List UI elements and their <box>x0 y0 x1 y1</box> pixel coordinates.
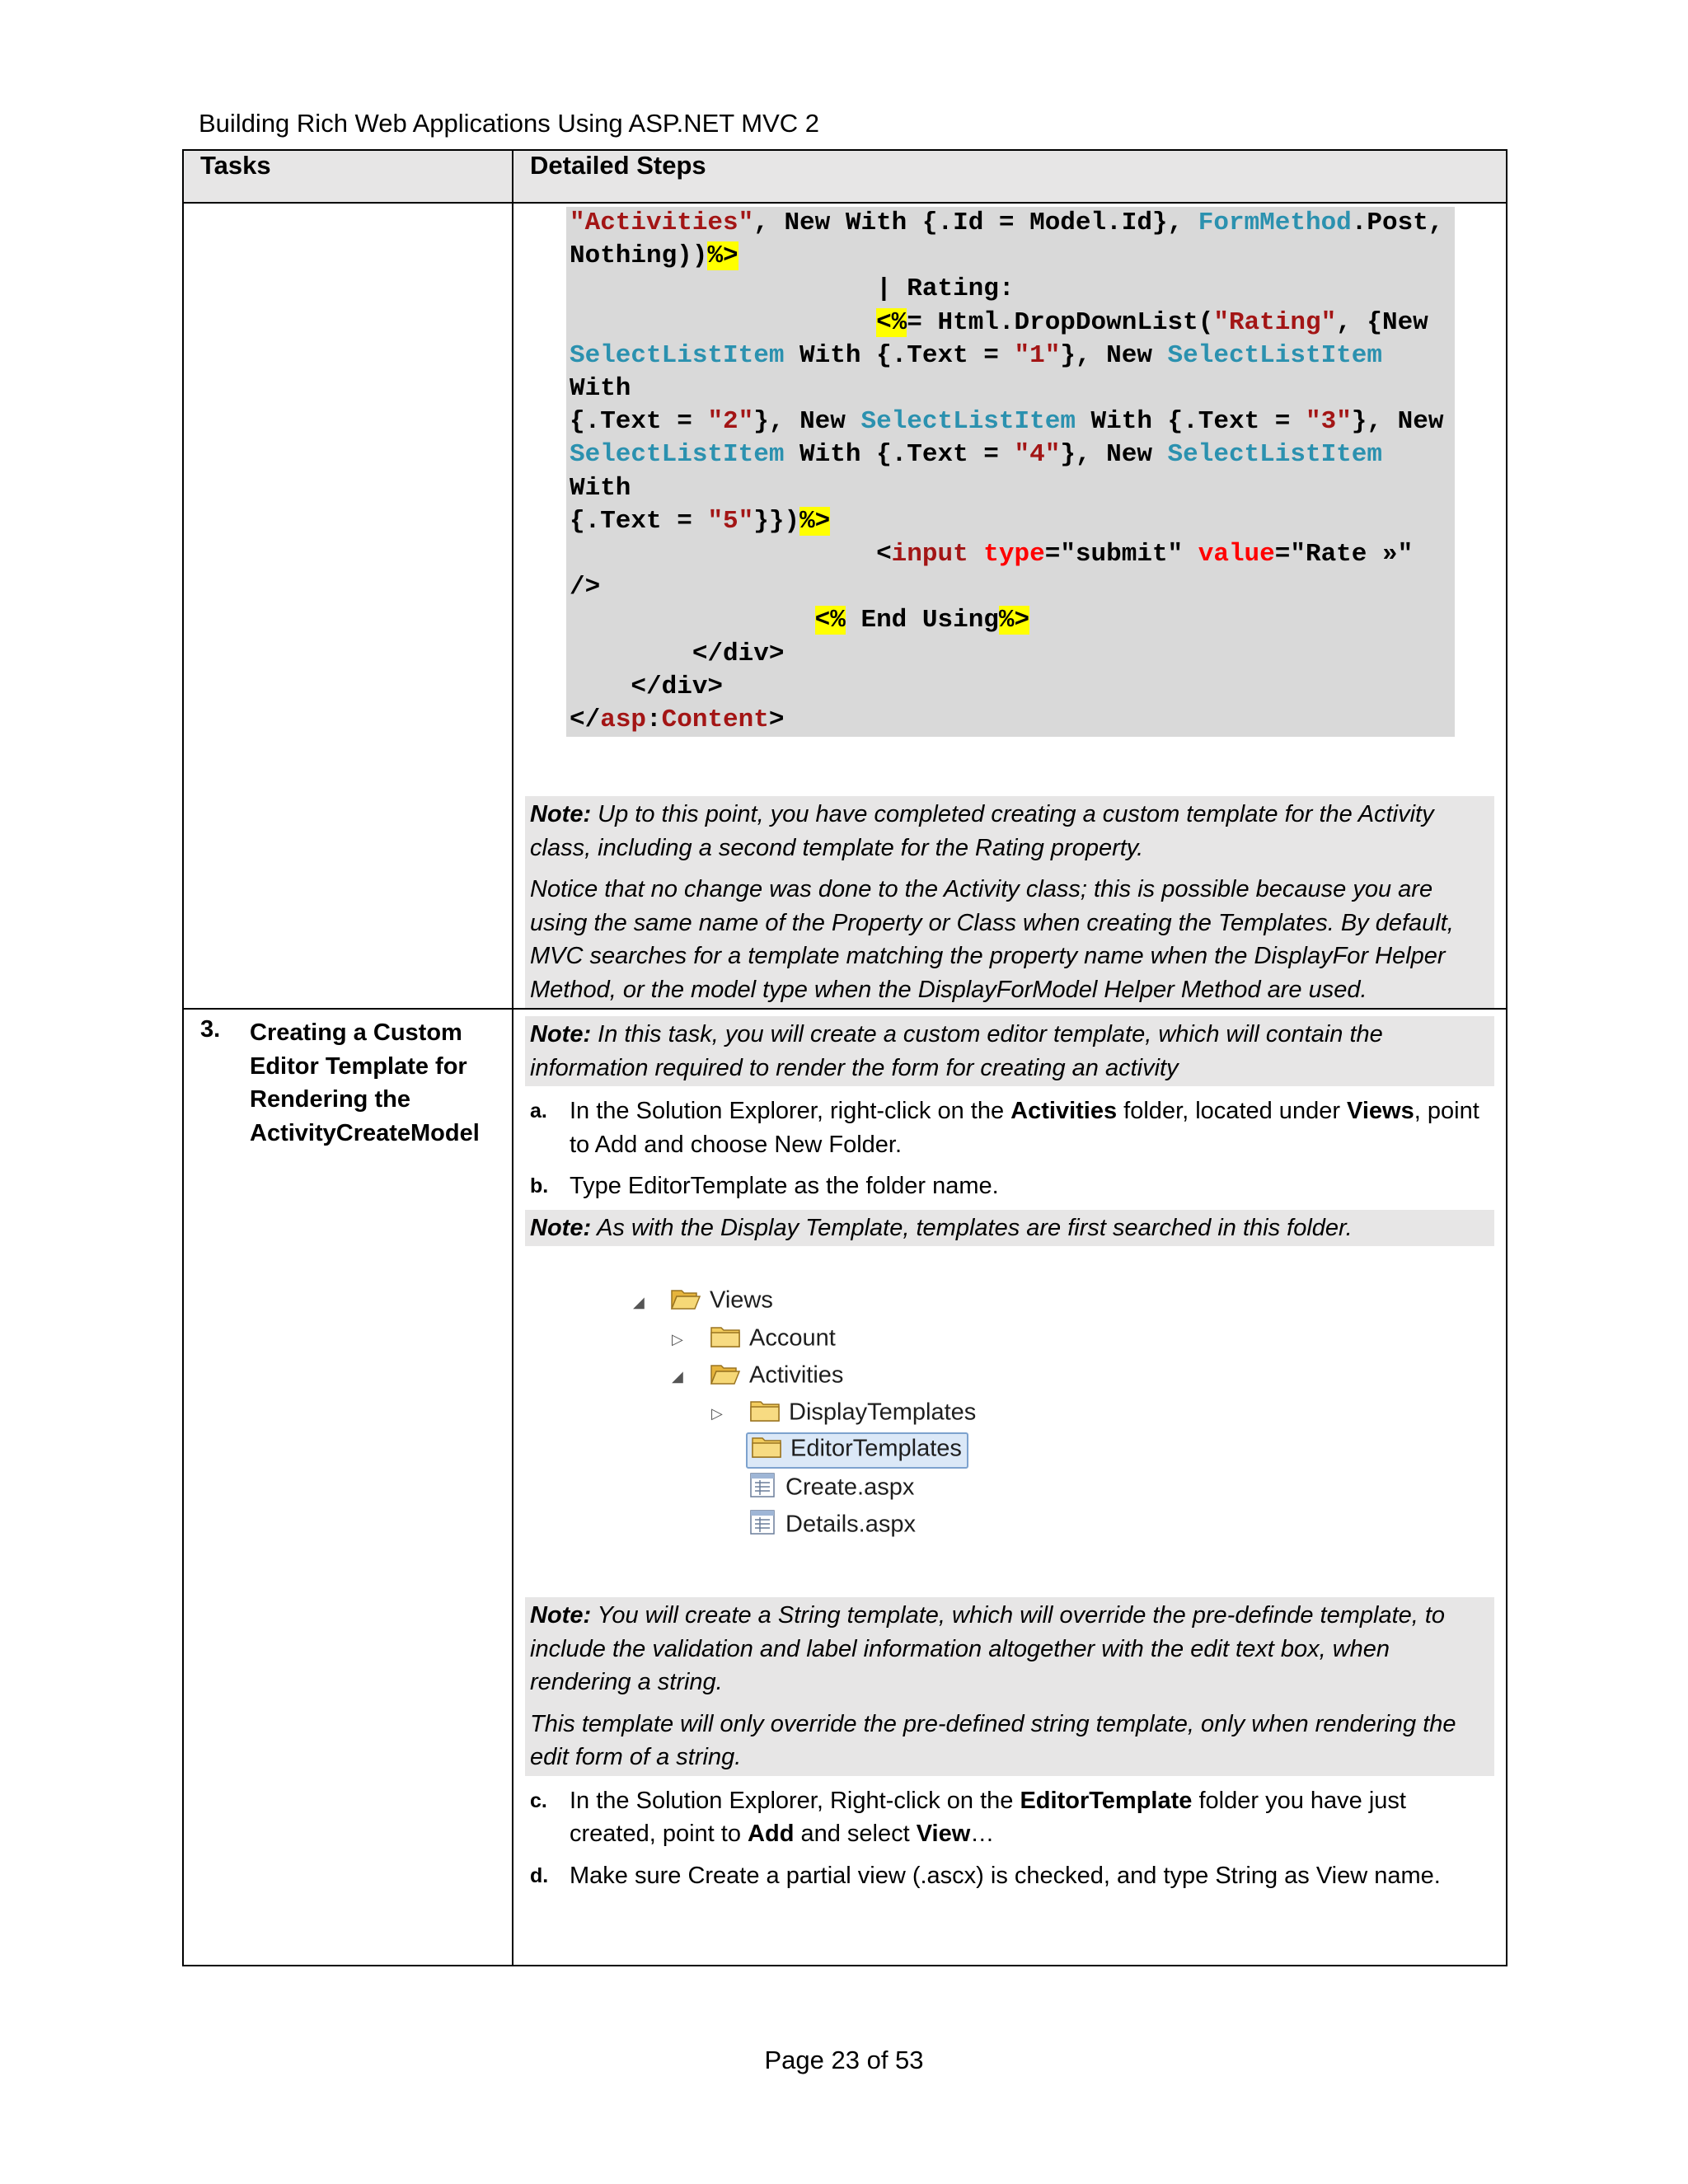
steps-cell <box>513 1009 1507 1966</box>
page-number: Page 23 of 53 <box>764 2046 924 2074</box>
table-row <box>183 1009 1507 1966</box>
step-a: a. In the Solution Explorer, right-click on the Activities folder, located under Views, point to Add and choose New Folder. <box>530 1098 1479 1158</box>
note-box: Note: In this task, you will create a custom editor template, which will contain the information required to render the form for creating an activity <box>525 1016 1494 1086</box>
folder-icon <box>710 1324 741 1355</box>
table-header-row <box>183 150 1507 203</box>
collapsed-triangle-icon[interactable]: ▷ <box>672 1331 683 1348</box>
code-block: "Activities", New With {.Id = Model.Id}, FormMethod.Post, Nothing))%> | Rating: <%= Html.DropDownList("Rating", {New SelectListItem With {.Text = "1"}, New SelectListItem With {.Text = "2"}, New SelectListItem With {.Text = "3"}, New SelectListItem With {.Text = "4"}, New SelectListItem With {.Text = "5"}})%> <input type="submit" value="Rate »" /> <% End Using%> </div> </div> </asp:Content> <box>566 207 1455 737</box>
page-header-title: Building Rich Web Applications Using ASP.NET MVC 2 <box>199 109 819 138</box>
collapsed-triangle-icon[interactable]: ▷ <box>711 1405 723 1422</box>
tree-node-editortemplates[interactable]: EditorTemplates <box>746 1432 968 1469</box>
tree-node-create-aspx[interactable]: Create.aspx <box>749 1472 914 1505</box>
folder-icon <box>749 1398 781 1429</box>
step-b: b. Type EditorTemplate as the folder name. <box>530 1173 999 1200</box>
tree-node-account[interactable]: Account <box>710 1324 836 1355</box>
task-number: 3. <box>200 1016 221 1043</box>
step-c: c. In the Solution Explorer, Right-click on the EditorTemplate folder you have just created, point to Add and select View… <box>530 1787 1406 1848</box>
aspx-file-icon <box>749 1509 777 1542</box>
expanded-triangle-icon[interactable]: ◢ <box>633 1294 645 1311</box>
open-folder-icon <box>670 1286 701 1317</box>
table-row <box>183 203 1507 1009</box>
column-header-steps: Detailed Steps <box>513 150 1507 203</box>
open-folder-icon <box>710 1361 741 1392</box>
column-header-tasks: Tasks <box>183 150 513 203</box>
aspx-file-icon <box>749 1472 777 1505</box>
steps-cell <box>513 203 1507 1009</box>
tasks-table <box>182 149 1507 1966</box>
note-box: Note: You will create a String template, which will override the pre-definde template, to include the validation and label information altogether with the edit text box, when rendering a string. This template will only override the pre-defined string template, only when rendering the edit form of a string. <box>525 1597 1494 1776</box>
task-cell <box>183 1009 513 1966</box>
tree-node-activities[interactable]: Activities <box>710 1361 843 1392</box>
task-title: Creating a Custom Editor Template for Rendering the ActivityCreateModel <box>250 1019 480 1146</box>
tree-node-views[interactable]: Views <box>670 1286 773 1317</box>
note-box: Note: Up to this point, you have completed creating a custom template for the Activity class, including a second template for the Rating property. Notice that no change was done to the Activity class; this is possible because you are using the same name of the Property or Class when creating the Templates. By default, MVC searches for a template matching the property name when the DisplayFor Helper Method, or the model type when the DisplayForModel Helper Method are used. <box>525 796 1494 1008</box>
folder-icon <box>751 1434 782 1465</box>
tree-node-displaytemplates[interactable]: DisplayTemplates <box>749 1398 976 1429</box>
expanded-triangle-icon[interactable]: ◢ <box>672 1368 683 1385</box>
note-box: Note: As with the Display Template, templates are first searched in this folder. <box>525 1210 1494 1247</box>
task-cell-empty <box>183 203 513 1009</box>
tree-node-details-aspx[interactable]: Details.aspx <box>749 1509 916 1542</box>
step-d: d. Make sure Create a partial view (.ascx) is checked, and type String as View name. <box>530 1862 1441 1889</box>
solution-explorer-tree <box>513 1246 1506 1592</box>
